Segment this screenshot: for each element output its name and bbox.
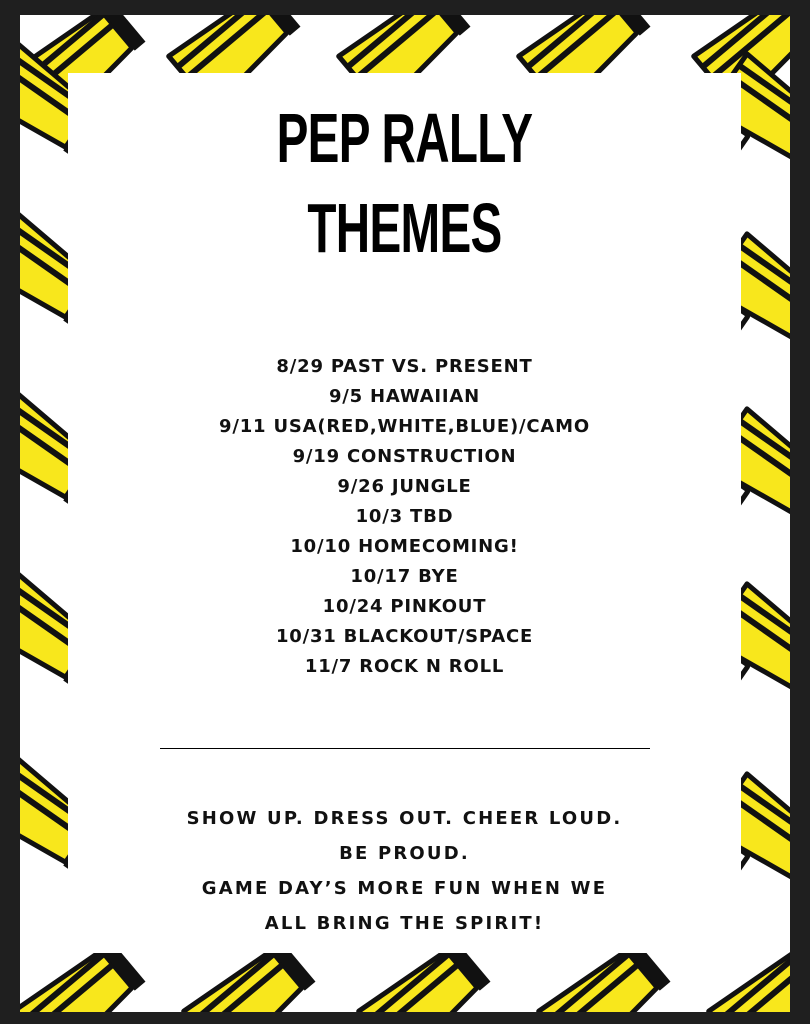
theme-item: 10/10 HOMECOMING! <box>290 536 519 557</box>
theme-item: 9/19 CONSTRUCTION <box>292 446 517 467</box>
theme-item: 10/31 BLACKOUT/SPACE <box>275 626 534 647</box>
slogan-line: GAME DAY’S MORE FUN WHEN WE <box>201 878 608 899</box>
slogan-line: SHOW UP. DRESS OUT. CHEER LOUD. <box>186 808 623 829</box>
theme-item: 9/11 USA(RED,WHITE,BLUE)/CAMO <box>219 416 590 437</box>
flyer-page <box>20 15 790 1012</box>
theme-item: 9/26 JUNGLE <box>337 476 472 497</box>
theme-item: 11/7 ROCK N ROLL <box>304 656 505 677</box>
theme-list <box>68 352 741 682</box>
content-panel <box>68 73 741 953</box>
slogan-block <box>68 801 741 941</box>
title-line-2: THEMES <box>307 189 502 267</box>
slogan-line: BE PROUD. <box>339 843 470 864</box>
theme-item: 8/29 PAST VS. PRESENT <box>276 356 533 377</box>
slogan-line: ALL BRING THE SPIRIT! <box>264 913 545 934</box>
title-line-1: PEP RALLY <box>276 99 533 177</box>
page-title <box>176 93 634 273</box>
theme-item: 10/17 BYE <box>350 566 459 587</box>
theme-item: 9/5 HAWAIIAN <box>328 386 481 407</box>
theme-item: 10/24 PINKOUT <box>322 596 487 617</box>
theme-item: 10/3 TBD <box>355 506 454 527</box>
divider-line <box>160 748 650 749</box>
